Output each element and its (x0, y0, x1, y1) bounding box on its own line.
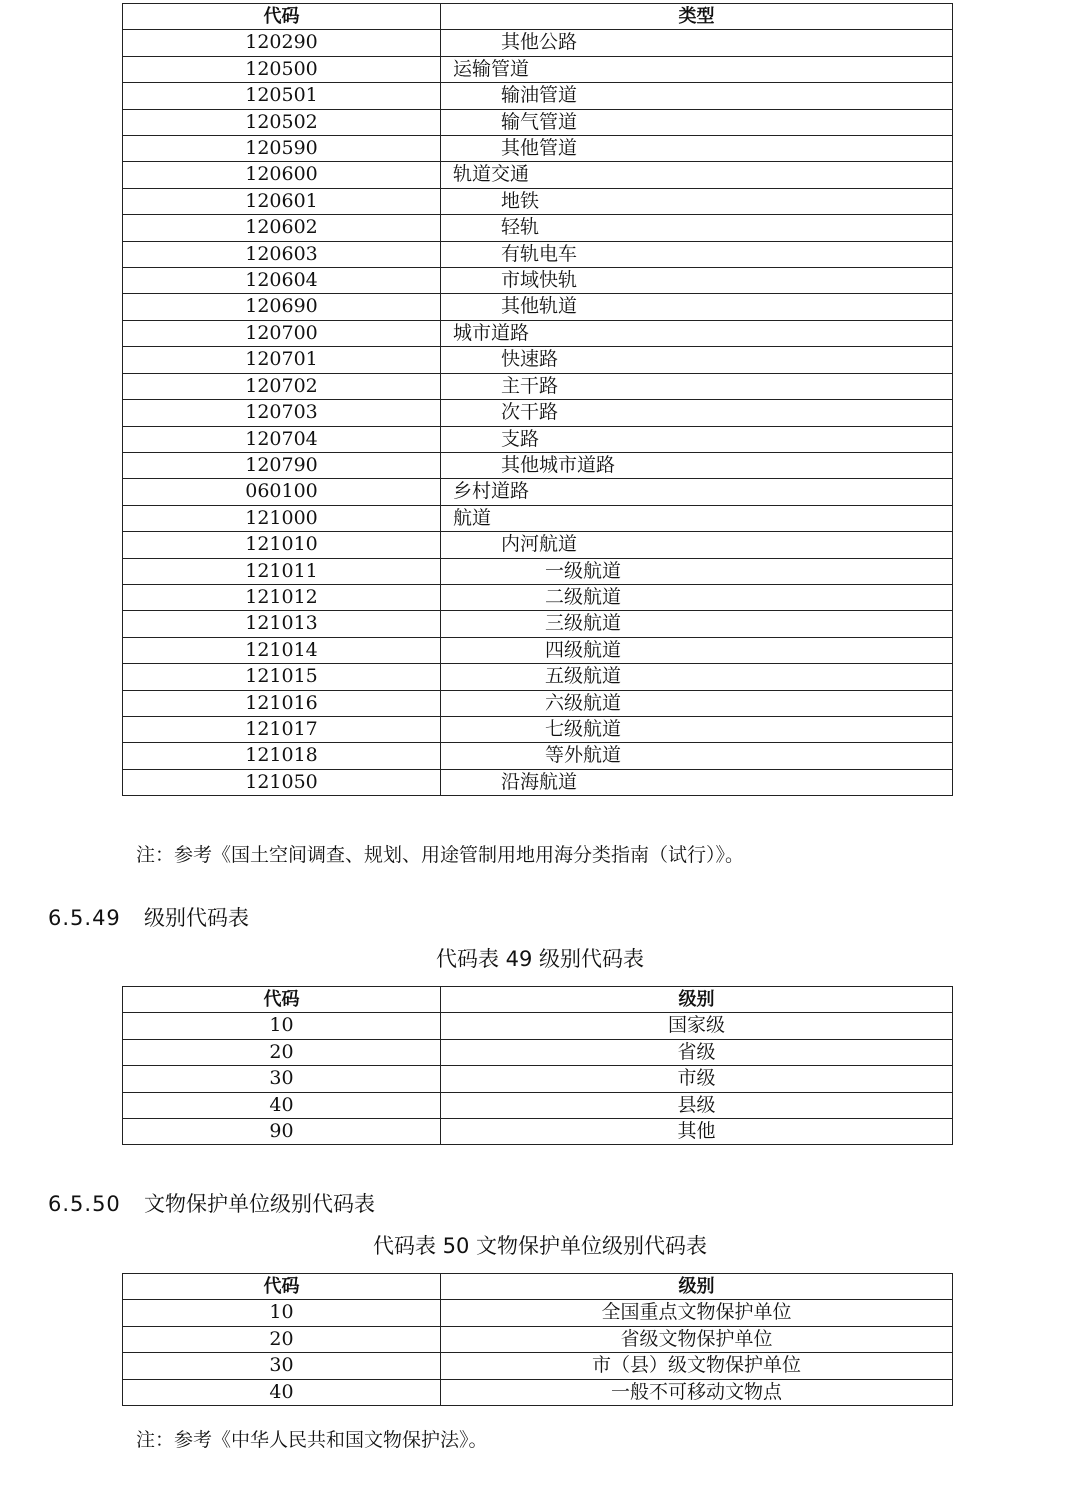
value-cell: 航道 (441, 505, 953, 531)
section-heading (48, 1188, 375, 1218)
value-cell: 输油管道 (441, 83, 953, 109)
table-row (123, 294, 953, 320)
table-row (123, 320, 953, 346)
code-cell: 40 (123, 1379, 441, 1405)
table-body (123, 30, 953, 796)
table-row (123, 162, 953, 188)
table-header-row (123, 1274, 953, 1300)
code-cell: 120501 (123, 83, 441, 109)
table-note: 注：参考《中华人民共和国文物保护法》。 (136, 1429, 488, 1451)
table-row (123, 56, 953, 82)
code-cell: 120702 (123, 373, 441, 399)
table-row (123, 1039, 953, 1065)
value-cell: 全国重点文物保护单位 (441, 1300, 953, 1326)
code-cell: 120703 (123, 400, 441, 426)
code-cell: 121050 (123, 769, 441, 795)
code-cell: 120701 (123, 347, 441, 373)
table-row (123, 558, 953, 584)
table-row (123, 690, 953, 716)
value-cell: 乡村道路 (441, 479, 953, 505)
table-row (123, 452, 953, 478)
table-row (123, 505, 953, 531)
code-cell: 10 (123, 1013, 441, 1039)
value-cell: 轻轨 (441, 215, 953, 241)
value-cell: 省级 (441, 1039, 953, 1065)
table-row (123, 664, 953, 690)
value-cell: 有轨电车 (441, 241, 953, 267)
table-row (123, 109, 953, 135)
table-row (123, 584, 953, 610)
value-cell: 主干路 (441, 373, 953, 399)
table-row (123, 716, 953, 742)
code-cell: 120601 (123, 188, 441, 214)
table-row (123, 347, 953, 373)
value-cell: 轨道交通 (441, 162, 953, 188)
code-cell: 120790 (123, 452, 441, 478)
table-row (123, 637, 953, 663)
section-heading (48, 902, 249, 932)
value-cell: 其他管道 (441, 136, 953, 162)
table-row (123, 1379, 953, 1405)
table-caption: 代码表 49 级别代码表 (435, 947, 645, 971)
code-cell: 90 (123, 1119, 441, 1145)
table-row (123, 743, 953, 769)
value-cell: 七级航道 (441, 716, 953, 742)
value-cell: 一般不可移动文物点 (441, 1379, 953, 1405)
column-header-code: 代码 (123, 987, 441, 1013)
table-row (123, 215, 953, 241)
value-cell: 三级航道 (441, 611, 953, 637)
column-header-type: 类型 (441, 4, 953, 30)
code-cell: 120602 (123, 215, 441, 241)
table-row (123, 241, 953, 267)
value-cell: 国家级 (441, 1013, 953, 1039)
value-cell: 县级 (441, 1092, 953, 1118)
code-cell: 120603 (123, 241, 441, 267)
column-header-code: 代码 (123, 4, 441, 30)
table-row (123, 83, 953, 109)
value-cell: 其他轨道 (441, 294, 953, 320)
code-cell: 121014 (123, 637, 441, 663)
table-row (123, 268, 953, 294)
table-header-row (123, 4, 953, 30)
value-cell: 支路 (441, 426, 953, 452)
section-title: 级别代码表 (144, 906, 249, 930)
code-cell: 20 (123, 1039, 441, 1065)
table-row (123, 1066, 953, 1092)
value-cell: 其他 (441, 1119, 953, 1145)
value-cell: 运输管道 (441, 56, 953, 82)
value-cell: 六级航道 (441, 690, 953, 716)
column-header-code: 代码 (123, 1274, 441, 1300)
code-cell: 121012 (123, 584, 441, 610)
table-note: 注：参考《国土空间调查、规划、用途管制用地用海分类指南（试行）》。 (136, 844, 745, 866)
table-body (123, 1300, 953, 1406)
value-cell: 其他城市道路 (441, 452, 953, 478)
code-cell: 120590 (123, 136, 441, 162)
code-cell: 10 (123, 1300, 441, 1326)
code-cell: 120500 (123, 56, 441, 82)
level-code-table (122, 986, 953, 1145)
code-cell: 121015 (123, 664, 441, 690)
table-row (123, 188, 953, 214)
code-cell: 20 (123, 1326, 441, 1352)
code-cell: 121013 (123, 611, 441, 637)
table-caption: 代码表 50 文物保护单位级别代码表 (372, 1234, 708, 1258)
value-cell: 城市道路 (441, 320, 953, 346)
table-row (123, 1300, 953, 1326)
code-cell: 120290 (123, 30, 441, 56)
code-cell: 121016 (123, 690, 441, 716)
code-cell: 121011 (123, 558, 441, 584)
transport-type-code-table (122, 3, 953, 796)
table-row (123, 611, 953, 637)
value-cell: 次干路 (441, 400, 953, 426)
table-row (123, 532, 953, 558)
heritage-protection-level-code-table (122, 1273, 953, 1406)
code-cell: 120700 (123, 320, 441, 346)
value-cell: 沿海航道 (441, 769, 953, 795)
table-row (123, 426, 953, 452)
value-cell: 地铁 (441, 188, 953, 214)
value-cell: 内河航道 (441, 532, 953, 558)
table-row (123, 373, 953, 399)
code-cell: 121017 (123, 716, 441, 742)
value-cell: 快速路 (441, 347, 953, 373)
section-title: 文物保护单位级别代码表 (144, 1192, 375, 1216)
table-row (123, 30, 953, 56)
value-cell: 五级航道 (441, 664, 953, 690)
table-row (123, 400, 953, 426)
table-row (123, 479, 953, 505)
column-header-level: 级别 (441, 1274, 953, 1300)
code-cell: 120502 (123, 109, 441, 135)
column-header-level: 级别 (441, 987, 953, 1013)
table-row (123, 1092, 953, 1118)
section-number: 6.5.49 (48, 906, 121, 930)
code-cell: 30 (123, 1353, 441, 1379)
code-cell: 120600 (123, 162, 441, 188)
value-cell: 等外航道 (441, 743, 953, 769)
table-body (123, 1013, 953, 1145)
value-cell: 一级航道 (441, 558, 953, 584)
value-cell: 二级航道 (441, 584, 953, 610)
table-row (123, 1326, 953, 1352)
table-row (123, 1353, 953, 1379)
value-cell: 市域快轨 (441, 268, 953, 294)
code-cell: 121018 (123, 743, 441, 769)
table-row (123, 769, 953, 795)
code-cell: 120704 (123, 426, 441, 452)
code-cell: 30 (123, 1066, 441, 1092)
table-header-row (123, 987, 953, 1013)
code-cell: 40 (123, 1092, 441, 1118)
value-cell: 四级航道 (441, 637, 953, 663)
code-cell: 121000 (123, 505, 441, 531)
section-number: 6.5.50 (48, 1192, 121, 1216)
value-cell: 其他公路 (441, 30, 953, 56)
table-row (123, 136, 953, 162)
code-cell: 120604 (123, 268, 441, 294)
table-row (123, 1013, 953, 1039)
value-cell: 市级 (441, 1066, 953, 1092)
code-cell: 120690 (123, 294, 441, 320)
table-row (123, 1119, 953, 1145)
value-cell: 输气管道 (441, 109, 953, 135)
code-cell: 121010 (123, 532, 441, 558)
code-cell: 060100 (123, 479, 441, 505)
value-cell: 市（县）级文物保护单位 (441, 1353, 953, 1379)
value-cell: 省级文物保护单位 (441, 1326, 953, 1352)
